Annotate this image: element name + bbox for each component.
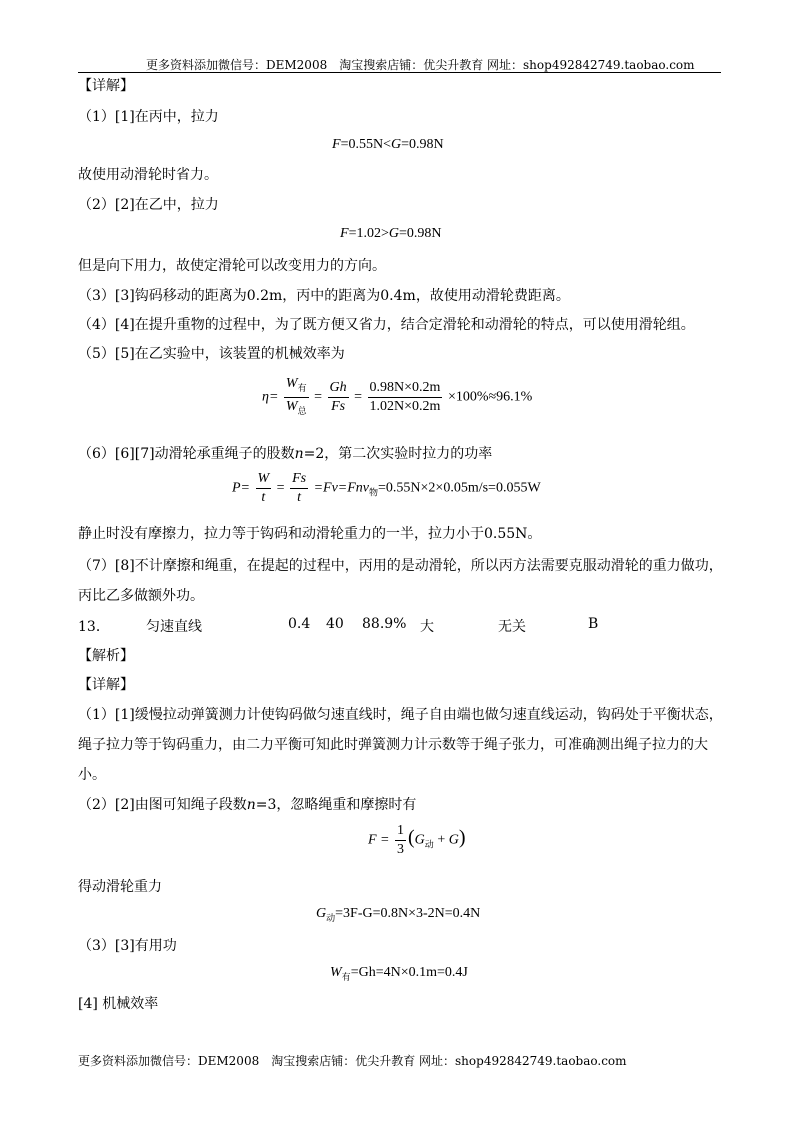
q13-paragraph-1: （1）[1]缓慢拉动弹簧测力计使钩码做匀速直线时，绳子自由端也做匀速直线运动，钩码处于平衡状态， [78,707,723,723]
q13-paragraph-4: [4] 机械效率 [78,996,159,1012]
answer-6: 无关 [498,619,526,635]
paragraph-2: （2）[2]在乙中，拉力 [78,197,219,213]
paragraph-1: （1）[1]在丙中，拉力 [78,109,219,125]
paragraph-2b: 但是向下用力，故使定滑轮可以改变用力的方向。 [78,258,386,274]
detail-heading: 【详解】 [78,78,134,94]
fraction-w-useful-total: $\frac{W_有}{W_总}$ [285,376,307,416]
q13-paragraph-1c: 小。 [78,767,106,783]
answer-row-13 [78,616,718,636]
paragraph-7b: 丙比乙多做额外功。 [78,588,204,604]
answer-7: B [588,616,599,632]
q13-paragraph-2c: 得动滑轮重力 [78,879,162,895]
detail-heading-13: 【详解】 [78,677,134,693]
answer-2: 0.4 [288,616,311,632]
equation-2: F=1.02>G=0.98N [340,226,442,241]
fraction-gh-fs: $\frac{Gh}{Fs}$ [329,379,347,414]
answer-3: 40 [326,616,344,632]
paragraph-1b: 故使用动滑轮时省力。 [78,167,218,183]
fraction-w-t: $\frac{W}{t}$ [257,471,270,505]
answer-4: 88.9% [362,616,407,632]
pulley-weight-equation: $G_动=3F-G=0.8N\times 3-2N=0.4N$ [316,906,481,923]
equation-1: F=0.55N<G=0.98N [332,137,444,152]
efficiency-equation: η= $\frac{W_有}{W_总}$ = $\frac{Gh}{Fs}$ = $\frac{0.98N\times 0.2m}{1.02N\times 0.2m}$ ×100%≈96.1% [262,375,532,420]
fraction-one-third: $\frac{1}{3}$ [397,823,404,857]
paragraph-3: （3）[3]钩码移动的距离为0.2m，丙中的距离为0.4m，故使用动滑轮费距离。 [78,288,570,304]
header-rule [78,72,721,73]
paragraph-6: （6）[6][7]动滑轮承重绳子的股数n=2，第二次实验时拉力的功率 [78,446,493,462]
paragraph-4: （4）[4]在提升重物的过程中，为了既方便又省力，结合定滑轮和动滑轮的特点，可以使用滑轮组。 [78,317,695,333]
fraction-fs-t: $\frac{Fs}{t}$ [292,471,307,505]
pulley-force-equation: F = $\frac{1}{3}$ $(G_动 + G)$ [368,823,466,857]
paragraph-5: （5）[5]在乙实验中，该装置的机械效率为 [78,346,345,362]
power-equation: P= $\frac{W}{t}$ = $\frac{Fs}{t}$ =Fv=Fnv$_物$=0.55N×2×0.05m/s=0.055W [232,471,541,505]
answer-1: 匀速直线 [146,619,202,635]
q13-paragraph-2: （2）[2]由图可知绳子段数n=3，忽略绳重和摩擦时有 [78,797,417,813]
paragraph-6c: 静止时没有摩擦力，拉力等于钩码和动滑轮重力的一半，拉力小于0.55N。 [78,526,542,542]
page-header: 更多资料添加微信号：DEM2008 淘宝搜索店铺：优尖升教育 网址：shop492842749.taobao.com [146,58,695,72]
analysis-heading: 【解析】 [78,648,134,664]
question-number: 13． [78,619,110,635]
q13-paragraph-1b: 绳子拉力等于钩码重力，由二力平衡可知此时弹簧测力计示数等于绳子张力，可准确测出绳子拉力的大 [78,737,708,753]
answer-5: 大 [420,619,434,635]
q13-paragraph-3: （3）[3]有用功 [78,938,177,954]
page-footer: 更多资料添加微信号：DEM2008 淘宝搜索店铺：优尖升教育 网址：shop492842749.taobao.com [78,1054,627,1068]
paragraph-7: （7）[8]不计摩擦和绳重，在提起的过程中，丙用的是动滑轮，所以丙方法需要克服动滑轮的重力做功， [78,558,723,574]
fraction-values: $\frac{0.98N\times 0.2m}{1.02N\times 0.2m}$ [369,379,441,414]
useful-work-equation: $W_有=Gh=4N\times 0.1m=0.4J$ [330,965,468,982]
